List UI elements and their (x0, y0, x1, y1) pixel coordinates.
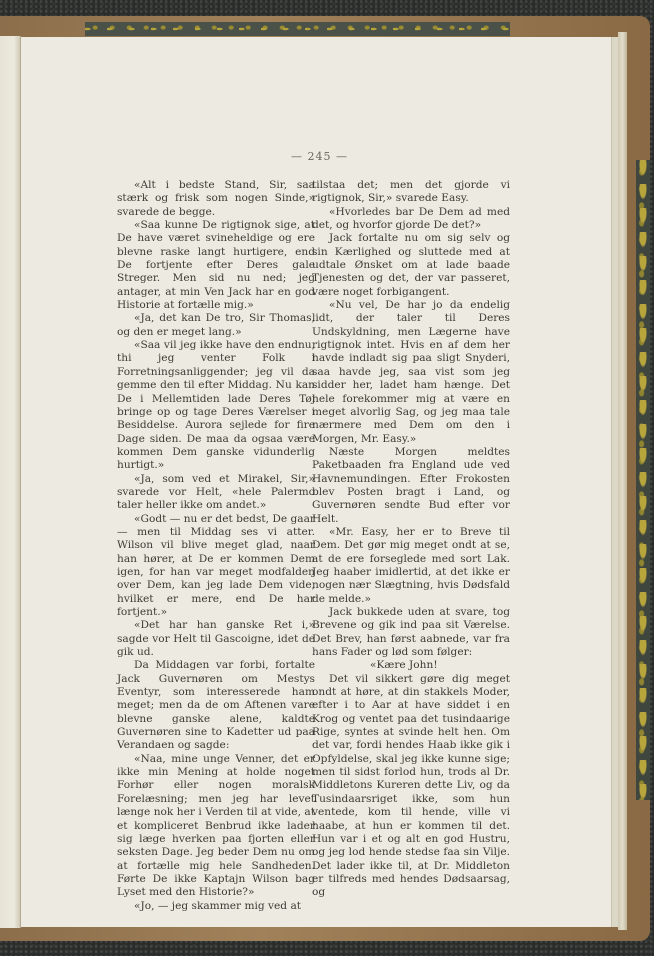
paragraph: «Godt — nu er det bedst, De gaar — men til Middag ses vi atter. Wilson vil blive meget glad, naar han hører, at De er kommen Dem igen, for han var meget modfalden over Dem, kan jeg lade Dem vide, hvilket er mere, end De har fortjent.» (117, 512, 315, 618)
marbled-edge-right (636, 160, 650, 800)
paragraph: Jack bukkede uden at svare, tog Brevene og gik ind paa sit Værelse. Det Brev, han først aabnede, var fra hans Fader og lød som følger: (312, 606, 510, 659)
page-number: — 245 — (291, 150, 348, 163)
paragraph: Jack fortalte nu om sig selv og sin Kærlighed og sluttede med at udtale Ønsket om at lade baade Tjenesten og det, der var passeret, være noget forbigangent. (312, 232, 510, 298)
paragraph: Næste Morgen meldtes Paketbaaden fra England ude ved Havnemundingen. Efter Frokosten blev Posten bragt i Land, og Guvernøren sendte Bud efter vor Helt. (312, 445, 510, 525)
paragraph: «Ja, det kan De tro, Sir Thomas, og den er meget lang.» (117, 312, 315, 338)
paragraph: Da Middagen var forbi, fortalte Jack Guvernøren om Mestys Eventyr, som interesserede ham meget; men da de om Aftenen vare blevne ganske alene, kaldte Guvernøren sine to Kadetter ud paa Verandaen og sagde: (117, 659, 315, 752)
letter-salutation: «Kære John! (370, 659, 438, 672)
paragraph: «Hvorledes bar De Dem ad med det, og hvorfor gjorde De det?» (312, 205, 510, 232)
right-text-column (312, 179, 510, 900)
paragraph: «Alt i bedste Stand, Sir, saa stærk og frisk som nogen Sinde,» svarede de begge. (117, 179, 315, 218)
paragraph: «Naa, mine unge Venner, det er ikke min Mening at holde noget Forhør eller nogen moralsk Forelæsning; men jeg har levet længe nok her i Verden til at vide, at et kompliceret Benbrud ikke lader sig læge hverken paa fjorten eller seksten Dage. Jeg beder Dem nu om at fortælle mig hele Sandheden. Førte De ikke Kaptajn Wilson bag Lyset med den Historie?» (117, 752, 315, 899)
facing-page-edge (0, 36, 21, 928)
paragraph: «Saa kunne De rigtignok sige, at De have været svineheldige og ere blevne raske langt hurtigere, end De fortjente efter Deres gale Streger. Men sid nu ned; jeg antager, at min Ven Jack har en god Historie at fortælle mig.» (117, 219, 315, 312)
marbled-edge-top (85, 22, 510, 36)
paragraph: «Saa vil jeg ikke have den endnu, thi jeg venter Folk i Forretningsanliggender; jeg vil da gemme den til efter Middag. Nu kan De i Mellemtiden lade Deres Tøj bringe op og tage Deres Værelser i Besiddelse. Aurora sejlede for fire Dage siden. De maa da ogsaa være kommen Dem ganske vidunderlig hurtigt.» (117, 339, 315, 472)
paragraph: «Det har han ganske Ret i,» sagde vor Helt til Gascoigne, idet de gik ud. (117, 619, 315, 659)
paragraph: «Mr. Easy, her er to Breve til Dem. Det gør mig meget ondt at se, at de ere forseglede med sort Lak. Jeg haaber imidlertid, at det ikke er nogen nær Slægtning, hvis Dødsfald de melde.» (312, 525, 510, 605)
paragraph: tilstaa det; men det gjorde vi rigtignok, Sir,» svarede Easy. (312, 179, 510, 205)
paragraph: «Jo, — jeg skammer mig ved at (134, 899, 302, 912)
book-page (21, 37, 618, 927)
left-text-column (117, 179, 315, 913)
paragraph: «Ja, som ved et Mirakel, Sir,» svarede vor Helt, «hele Palermo taler heller ikke om andet.» (117, 472, 315, 512)
paragraph: «Nu vel, De har jo da endelig lidt, der taler til Deres Undskyldning, men Lægerne have rigtignok intet. Hvis en af dem her havde indladt sig paa sligt Snyderi, saa havde jeg, saa vist som jeg sidder her, ladet ham hænge. Det hele forekommer mig at være en meget alvorlig Sag, og jeg maa tale nærmere med Dem om den i Morgen, Mr. Easy.» (312, 299, 510, 445)
page-stack-edge (618, 32, 627, 930)
paragraph: Det vil sikkert gøre dig meget ondt at høre, at din stakkels Moder, efter i to Aar at have siddet i en Krog og ventet paa det tusindaarige Rige, syntes at svinde helt hen. Om det var, fordi hendes Haab ikke gik i Opfyldelse, skal jeg ikke kunne sige; men til sidst forlod hun, trods al Dr. Middletons Kureren dette Liv, og da Tusindaarsriget ikke, som hun ventede, kom til hende, ville vi haabe, at hun er kommen til det. Hun var i et og alt en god Hustru, og jeg lod hende stedse faa sin Vilje. Det lader ikke til, at Dr. Middleton er tilfreds med hendes Dødsaarsag, og (312, 672, 510, 899)
